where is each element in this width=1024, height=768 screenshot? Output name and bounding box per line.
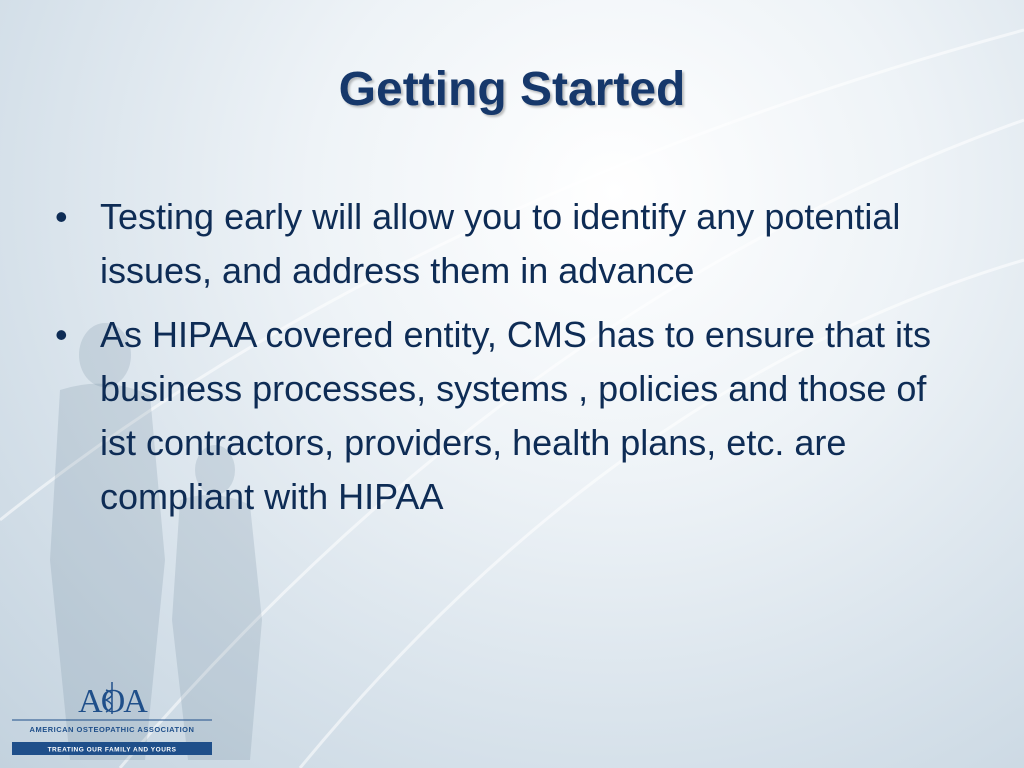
bullet-item [55,308,955,524]
bullet-dot: • [55,196,68,237]
bullet-text: Testing early will allow you to identify any potential issues, and address them in advance [100,196,901,291]
slide-title: Getting Started [338,63,686,116]
aoa-logo [12,676,212,756]
logo-mark: AOA [78,683,146,720]
bullet-text: As HIPAA covered entity, CMS has to ensure that its business processes, systems , policies and those of ist contractors, providers, health plans, etc. are compliant with HIPAA [100,314,932,517]
logo-tagline: TREATING OUR FAMILY AND YOURS [47,746,177,754]
bullet-item [55,190,955,298]
logo-name: AMERICAN OSTEOPATHIC ASSOCIATION [29,725,195,734]
bullet-dot: • [55,314,68,355]
bullet-list [55,190,955,534]
